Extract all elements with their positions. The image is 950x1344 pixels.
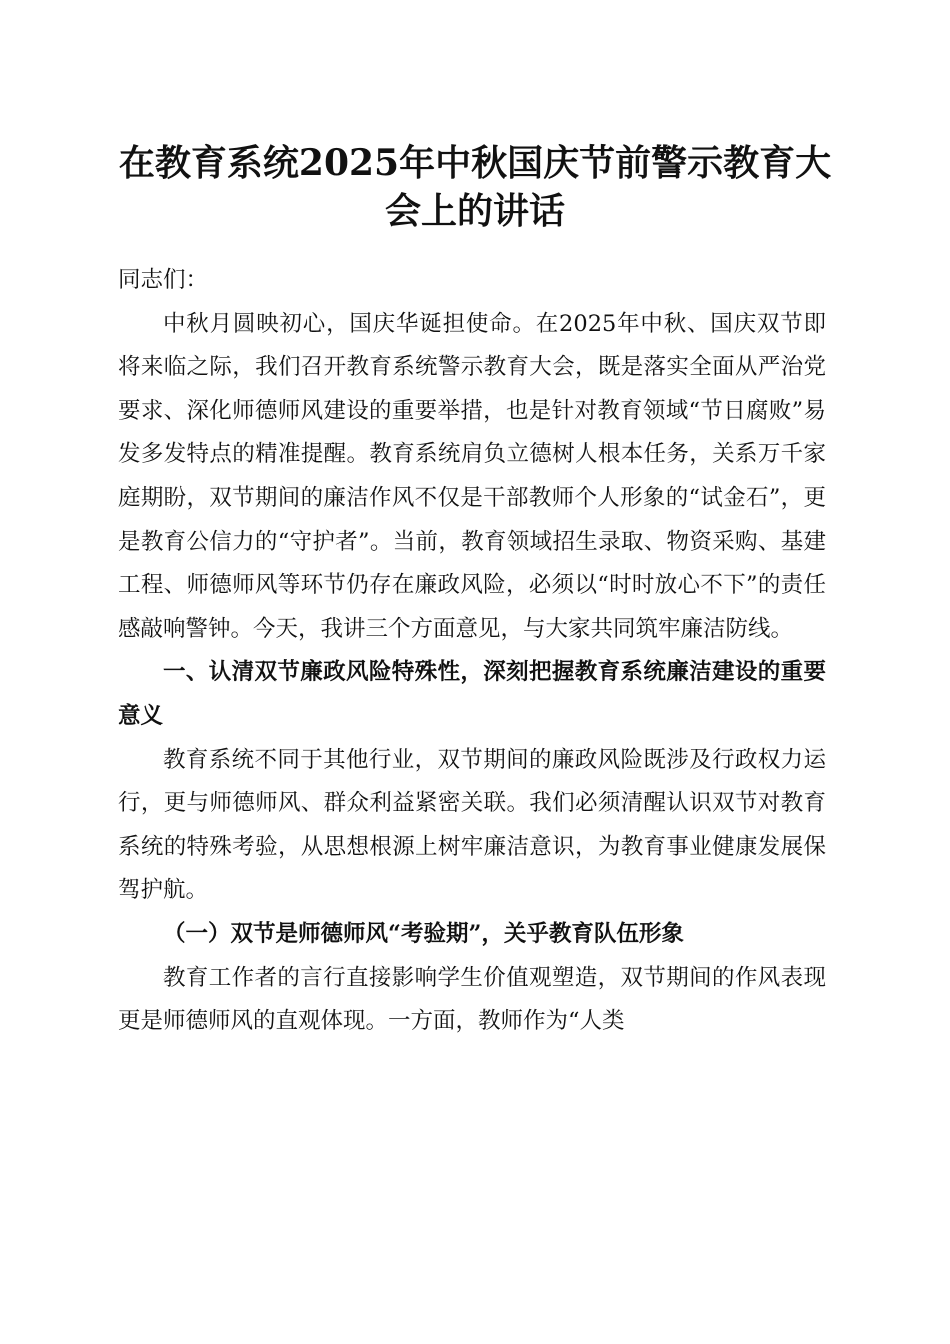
page-title-line-2: 会上的讲话 <box>384 190 565 232</box>
intro-paragraph: 中秋月圆映初心，国庆华诞担使命。在2025年中秋、国庆双节即将来临之际，我们召开教育系统警示教育大会，既是落实全面从严治党要求、深化师德师风建设的重要举措，也是针对教育领域“节日腐败”易发多发特点的精准提醒。教育系统肩负立德树人根本任务，关系万千家庭期盼，双节期间的廉洁作风不仅是干部教师个人形象的“试金石”，更是教育公信力的“守护者”。当前，教育领域招生录取、物资采购、基建工程、师德师风等环节仍存在廉政风险，必须以“时时放心不下”的责任感敲响警钟。今天，我讲三个方面意见，与大家共同筑牢廉洁防线。 <box>118 310 826 642</box>
section-1-heading: 一、认清双节廉政风险特殊性，深刻把握教育系统廉洁建设的重要意义 <box>118 659 826 729</box>
document-body <box>118 259 826 1044</box>
subsection-1-paragraph: 教育工作者的言行直接影响学生价值观塑造，双节期间的作风表现更是师德师风的直观体现。一方面，教师作为“人类 <box>118 964 826 1035</box>
page-title-line-1: 在教育系统2025年中秋国庆节前警示教育大 <box>118 142 832 184</box>
subsection-1-heading: （一）双节是师德师风“考验期”，关乎教育队伍形象 <box>163 920 684 947</box>
salutation: 同志们： <box>118 267 209 293</box>
section-1-paragraph: 教育系统不同于其他行业，双节期间的廉政风险既涉及行政权力运行，更与师德师风、群众利益紧密关联。我们必须清醒认识双节对教育系统的特殊考验，从思想根源上树牢廉洁意识，为教育事业健康发展保驾护航。 <box>118 746 826 904</box>
